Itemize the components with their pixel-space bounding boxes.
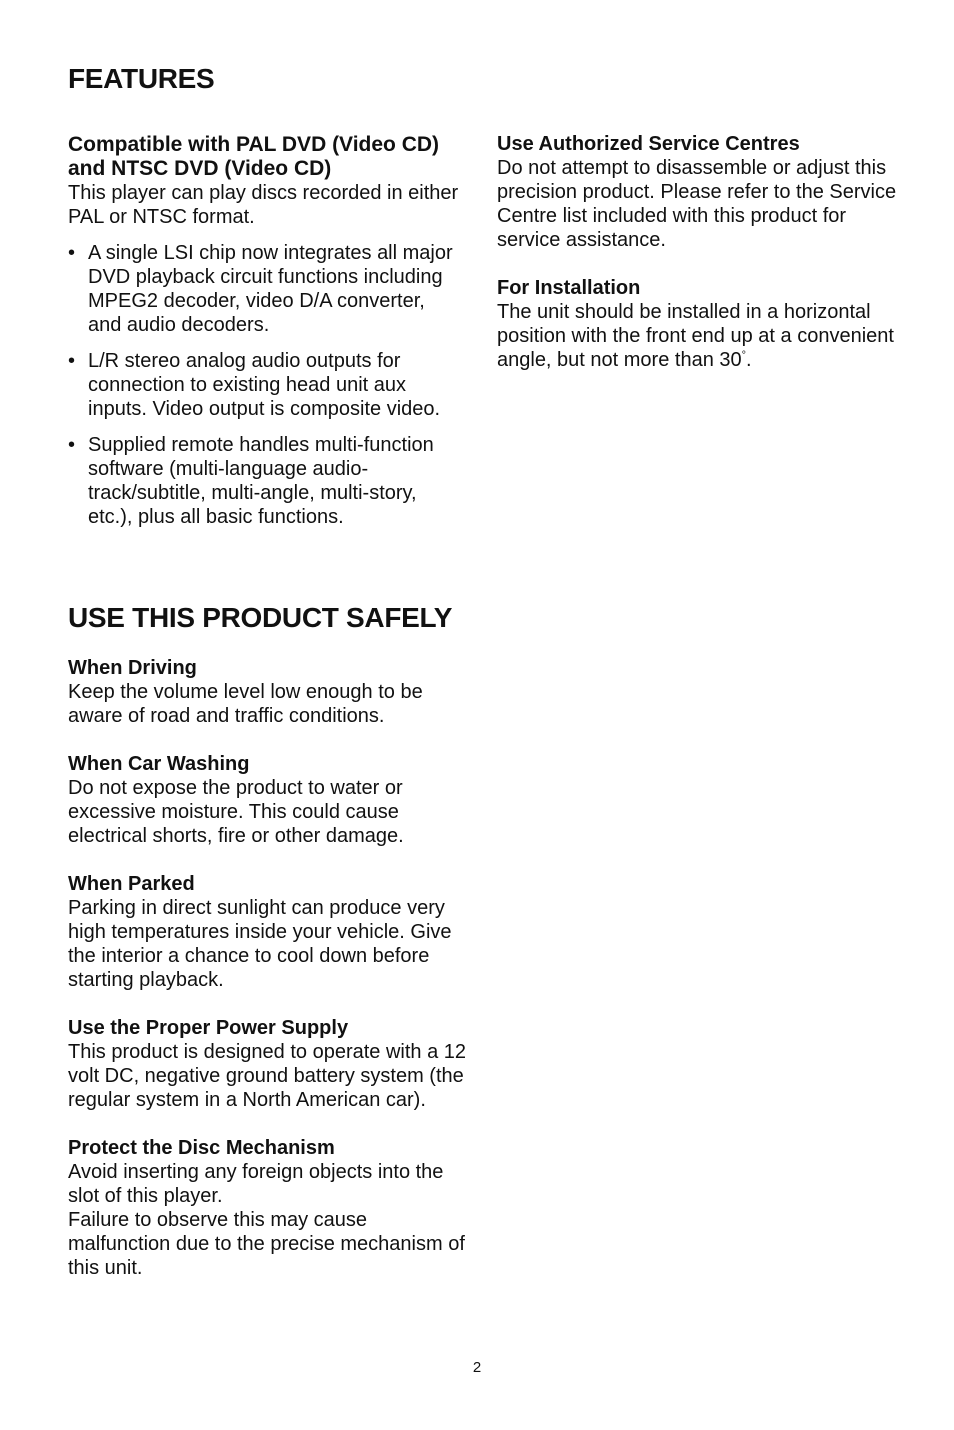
features-title: FEATURES — [68, 63, 215, 94]
installation-text-end: . — [746, 349, 752, 371]
section-text: Keep the volume level low enough to be aware of road and traffic conditions. — [68, 681, 423, 727]
installation-text — [497, 300, 897, 372]
installation-text-main: The unit should be installed in a horizontal position with the front end up at a convenient angle, but not more than 30 — [497, 301, 894, 371]
bullet-icon: • — [68, 350, 76, 372]
feature-bullet — [68, 349, 462, 421]
section-text: Do not expose the product to water or excessive moisture. This could cause electrical shorts, fire or other damage. — [68, 777, 404, 847]
safety-section-power-supply — [68, 1016, 468, 1112]
compat-text: This player can play discs recorded in either PAL or NTSC format. — [68, 182, 459, 228]
section-heading: When Car Washing — [68, 753, 250, 775]
section-text: Avoid inserting any foreign objects into the slot of this player. — [68, 1161, 444, 1207]
feature-bullet-text: Supplied remote handles multi-function software (multi-language audio-track/subtitle, multi-angle, multi-story, etc.), plus all basic functions. — [88, 434, 434, 528]
service-centres-section — [497, 132, 897, 252]
section-heading: When Parked — [68, 873, 195, 895]
section-text: Do not attempt to disassemble or adjust this precision product. Please refer to the Service Centre list included with this product for service assistance. — [497, 157, 897, 251]
section-heading: Protect the Disc Mechanism — [68, 1137, 335, 1159]
degree-symbol: ° — [741, 349, 747, 362]
safety-title: USE THIS PRODUCT SAFELY — [68, 602, 453, 633]
bullet-icon: • — [68, 434, 76, 456]
right-column — [497, 132, 897, 396]
feature-bullet-text: L/R stereo analog audio outputs for connection to existing head unit aux inputs. Video output is composite video. — [88, 350, 441, 420]
feature-bullet-text: A single LSI chip now integrates all major DVD playback circuit functions including MPEG2 decoder, video D/A converter, and audio decoders. — [88, 242, 453, 336]
bullet-icon: • — [68, 242, 76, 264]
compat-block — [68, 133, 462, 229]
section-heading: Use Authorized Service Centres — [497, 133, 800, 155]
installation-section — [497, 276, 897, 372]
safety-section-parked — [68, 872, 468, 992]
section-heading: When Driving — [68, 657, 197, 679]
safety-section-driving — [68, 656, 468, 728]
feature-bullet — [68, 433, 462, 529]
section-text: This product is designed to operate with a 12 volt DC, negative ground battery system (the regular system in a North American car). — [68, 1041, 467, 1111]
compat-heading: Compatible with PAL DVD (Video CD) and NTSC DVD (Video CD) — [68, 133, 440, 180]
page-number: 2 — [472, 1359, 482, 1376]
section-text-2: Failure to observe this may cause malfunction due to the precise mechanism of this unit. — [68, 1209, 465, 1279]
safety-column — [68, 656, 468, 1304]
section-heading: Use the Proper Power Supply — [68, 1017, 349, 1039]
safety-section-car-washing — [68, 752, 468, 848]
section-text: Parking in direct sunlight can produce very high temperatures inside your vehicle. Give the interior a chance to cool down before starting playback. — [68, 897, 452, 991]
section-heading: For Installation — [497, 277, 641, 299]
feature-bullet — [68, 241, 462, 337]
safety-section-disc-mechanism — [68, 1136, 468, 1280]
features-column — [68, 133, 462, 541]
feature-bullet-list — [68, 241, 462, 529]
